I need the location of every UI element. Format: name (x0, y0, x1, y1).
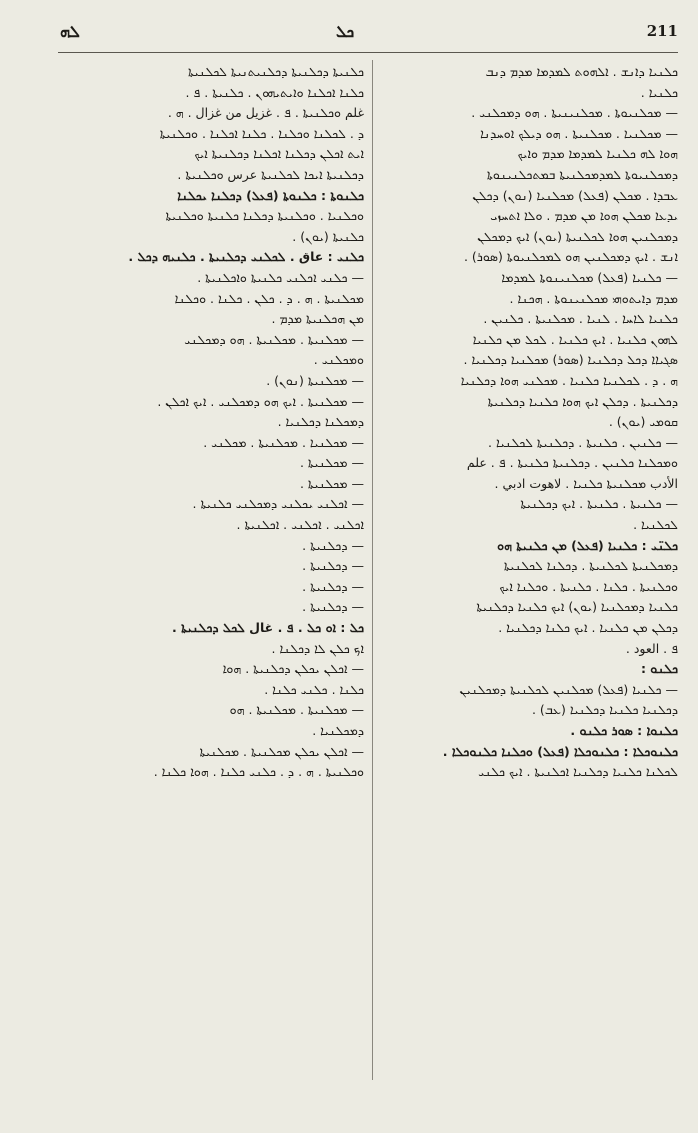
page-number: 211 (646, 22, 678, 40)
entry-headword-line: ܟܠܢܘܐ : ܣܘܪ ܟܠܢܘ . (570, 723, 678, 738)
entry-text-line: ܡܕܡ ܕܐܝܬܘܗܝ ܡܟܠܢܝܢܘܬܐ . ܗܟܢܐ . (509, 290, 678, 306)
entry-text-line: — ܟܠܢܝܬܐ . ܟܠܢܝܬܐ . ܐܝܟ ܕܟܠܢܝܬܐ (520, 496, 678, 512)
entry-text-line: ܟܠܢܝܐ ܕܡܟܠܢܝܐ (ܝܘܢ) ܐܝܟ ܟܠܢܝܐ ܕܟܠܢܝܬܐ (476, 599, 678, 615)
entry-text-line: ܩܘܡܝ (ܝܘܢ) . (608, 414, 678, 430)
entry-headword-line: ܟܠܢܘ : (640, 661, 678, 677)
entry-text-line: — ܡܟܠܢܝܬܐ . ܡܟܠܢܝܬܐ . ܗܘ ܕܡܟܠܢܝ (184, 331, 364, 347)
entry-text-line: — ܟܠܢܝܢ . ܟܠܢܝܬܐ . ܕܟܠܢܝܬܐ ܠܟܠܢܝܐ . (488, 434, 678, 450)
entry-text-line: ܗܘܐ ܠܗ ܟܠܢܝܐ ܠܡܕܡܐ ܡܕܡ ܘܐܝܟ (517, 146, 678, 162)
entry-text-line: ܘܟܠܢܝܬܐ . ܗ . ܕ . ܟܠܢܝ ܟܠܢܐ . ܗܘܐ ܟܠܢܐ . (153, 764, 364, 780)
entry-text-line: — ܕܟܠܢܝܬܐ . (302, 558, 364, 574)
entry-text-line: ܟܠܢܝܬܐ ܕܟܠܢܝܬܐ ܕܟܠܢܝܬܢܝܬܐ ܠܟܠܢܝܬܐ (188, 64, 364, 79)
left-column (58, 62, 364, 1082)
entry-text-line: ܕ . ܠܟܠܢܐ ܘܟܠܢܐ . ܟܠܢܐ ܐܟܠܢܐ . ܘܟܠܢܝܬܐ (159, 125, 364, 141)
entry-text-line: ܗ . ܕ . ܠܟܠܢܝܐ ܟܠܢܝܐ . ܡܟܠܢܝ ܗܘܐ ܕܟܠܢܝܐ (460, 372, 678, 388)
entry-text-line: ܟܠܢܝܐ . (640, 84, 678, 100)
entry-text-line: ܟܠܢܝܐ ܕܐܢܫ . ܐܠܗܘܬ ܠܡܕܡܐ ܡܕܡ ܕܢܒ (485, 64, 678, 79)
entry-text-line: — ܟܠܢܝܐ (ܦܥܠ) ܡܟܠܢܝܢ ܠܟܠܢܝܬܐ ܕܡܟܠܢܝܢ (459, 681, 678, 697)
entry-text-line: — ܕܟܠܢܝܬܐ . (302, 537, 364, 553)
entry-text-line: ܟܠܢܐ . ܟܠܢܝ ܟܠܢܐ . (264, 681, 364, 697)
entry-text-line: ܐܟܠܢܝ . ܐܟܠܢܝ . ܐܟܠܢܝܬܐ . (236, 517, 364, 533)
entry-text-line: ܦ . العود . (625, 640, 678, 656)
entry-text-line: — ܟܠܢܝ ܐܟܠܢܝ ܟܠܢܝܬܐ ܘܐܟܠܢܝܬܐ . (197, 269, 364, 285)
entry-text-line: ܘܡܟܠܢܐ ܟܠܢܝܢ . ܕܟܠܢܝܬܐ ܟܠܢܝܬܐ . ܦ . علم (466, 455, 678, 471)
entry-text-line: ܠܟܠܢܝܐ . (633, 517, 678, 533)
entry-text-line: ܐܝܬ ܐܟܠܢ ܕܟܠܢܐ ܐܟܠܢܐ ܕܟܠܢܝܬܐ ܐܝܟ (194, 146, 364, 162)
entry-text-line: ܟܠܢܝܐ ܠܐܚܐ . ܠܢܝܐ . ܡܟܠܢܝܬܐ . ܟܠܢܝܢ . (483, 311, 678, 327)
section-running-head: ܟܠ (336, 22, 355, 41)
entry-headword-line: ܟܠܢܝ : عاق . ܠܟܠܢܝ ܕܟܠܢܝܬܐ . ܟܠܢܝܗ ܕܟܠ . (128, 249, 364, 265)
entry-headword-line: ܟܠܢܘܬܐ : ܟܠܢܘܬܐ (ܦܥܠ) ܕܟܠܢܐ ܝܟܠܢܐ (177, 187, 364, 203)
entry-text-line: — ܡܟܠܢܝܐ . ܡܟܠܢܝܬܐ . ܡܟܠܢܝ . (203, 434, 364, 450)
entry-headword-line: ܟܠܢ̈ܝ : ܟܠܢܝܐ (ܦܥܠ) ܡܢ ܟܠܢܝܬܐ ܗܘ (497, 537, 678, 553)
right-column (380, 62, 678, 1082)
entry-text-line: — ܕܟܠܢܝܬܐ . (302, 578, 364, 594)
entry-text-line: — ܡܟܠܢܝܬܐ . ܡܟܠܢܝܬܐ . ܗܘ (229, 702, 364, 718)
entry-text-line: — ܡܟܠܢܝܘܬܐ . ܡܟܠܢܝܢܝܬܐ . ܗܘ ܕܡܟܠܢܝ . (471, 105, 678, 121)
entry-text-line: ܐܟ ܟܠܢ ܠܐ ܕܟܠܢܐ . (271, 640, 364, 656)
entry-text-line: ܡܟܠܢܝܬܐ . ܗ . ܕ . ܟܠܢ . ܟܠܢܐ . ܘܟܠܢܐ (174, 290, 364, 306)
entry-text-line: ܕܡܟܠܢܝܬܐ ܠܟܠܢܝܬܐ . ܕܟܠܢܐ ܠܟܠܢܝܬܐ (503, 558, 678, 574)
entry-text-line: — ܐܟܠܢ ܝܟܠܢ ܡܟܠܢܝܬܐ . ܡܟܠܢܝܬܐ (199, 743, 364, 759)
entry-text-line: ܡܢ ܗܟܠܢܝܬܐ ܡܕܡ . (271, 311, 364, 327)
entry-text-line: — ܟܠܢܝܐ (ܦܥܠ) ܡܟܠܢܝܢܘܬܐ ܠܡܕܡܐ (501, 269, 678, 285)
entry-text-line: ܣܓܝܐܐ ܕܟܠ ܕܟܠܢܝܐ (ܣܘܪ) ܡܟܠܢܝܐ ܕܟܠܢܝܐ . (463, 352, 678, 368)
entry-text-line: الأدب ܡܟܠܢܝܬܐ ܟܠܢܝܐ . لاهوت ادبي . (494, 475, 678, 491)
entry-text-line: — ܡܟܠܢܝܐ . ܡܟܠܢܝܬܐ . ܗܘ ܕܝܠܟ ܐܘܚܕܢܐ (480, 125, 678, 141)
entry-text-line: ܕܡܟܠܢܝܢ ܗܘܐ ܠܟܠܢܝܬܐ (ܝܘܢ) ܐܝܟ ܕܡܟܠܢ (477, 228, 678, 244)
entry-text-line: — ܕܟܠܢܝܬܐ . (302, 599, 364, 615)
entry-text-line: — ܡܟܠܢܝܬܐ . (299, 475, 364, 491)
column-divider (372, 60, 373, 1080)
entry-text-line: ܝܕܥܐ ܡܟܠܢ ܗܘܐ ܡܢ ܡܕܡ . ܘܠܐ ܐܬܚܙܝ (490, 208, 678, 224)
entry-headword-line: ܟܠܢܘܟܠܐ : ܟܠܢܘܟܠܐ (ܦܥܠ) ܘܟܠܢܐ ܟܠܢܘܟܠܐ . (442, 743, 678, 759)
entry-text-line: — ܐܟܠܢܝ ܝܟܠܢܝ ܕܡܟܠܢܝ ܟܠܢܝܬܐ . (192, 496, 364, 512)
entry-headword-line: ܟܠ : ܐܘ ܟܠ . ܦ . غال ܠܟܠ ܕܟܠܢܝܬܐ . (172, 620, 364, 636)
entry-text-line: ܕܡܟܠܢܐ ܕܟܠܢܝܐ . (277, 414, 364, 430)
entry-text-line: ܕܟܠܢܝܬܐ ܐܝܟܐ ܠܟܠܢܝܬܐ عرس ܘܟܠܢܝܬܐ . (177, 166, 364, 182)
entry-text-line: ܕܡܟܠܢܝܘܬܐ ܠܡܕܡܟܠܢܝܬܐ ܒܡܬܟܠܢܝܢܘܬܐ (486, 166, 678, 182)
entry-text-line: ܕܟܠܢ ܡܢ ܟܠܢܝܐ . ܐܝܟ ܟܠܢܐ ܕܟܠܢܝܐ . (498, 620, 678, 636)
entry-text-line: — ܡܟܠܢܝܬܐ . (299, 455, 364, 471)
entry-text-line: ܕܡܟܠܢܝܐ . (312, 723, 364, 738)
entry-text-line: ܘܟܠܢܝܐ . ܘܟܠܢܝܬܐ ܕܟܠܢܐ ܟܠܢܝܬܐ ܘܟܠܢܝܬܐ (165, 208, 364, 224)
entry-text-line: ܕܟܠܢܝܐ ܟܠܢܝܐ ܕܟܠܢܝܐ (ܥܒ) . (531, 702, 678, 718)
entry-text-line: ܟܠܢܝܬܐ (ܝܘܢ) . (292, 228, 364, 244)
entry-text-line: ܘܡܟܠܢܝ . (313, 352, 364, 368)
entry-text-line: — ܡܟܠܢܝܬܐ (ܢܘܢ) . (266, 372, 364, 388)
entry-text-line: — ܡܟܠܢܝܬܐ . ܐܝܟ ܗܘ ܕܡܟܠܢܝ . ܐܝܟ ܐܟܠܢ . (157, 393, 364, 409)
left-running-head: ܠܗ (60, 22, 80, 41)
entry-text-line: ܠܗܘܢ ܟܠܢܝܐ . ܐܝܟ ܟܠܢܝܐ . ܠܟܠ ܡܢ ܟܠܢܝܐ (472, 331, 678, 347)
entry-text-line: ܘܟܠܢܝܬܐ . ܟܠܢܐ . ܟܠܢܝܬܐ . ܘܟܠܢܐ ܐܝܟ (499, 578, 678, 594)
header-rule (58, 52, 678, 53)
entry-text-line: غلم ܘܟܠܢܝܬܐ . ܦ . غزيل من غزال . ܗ . (167, 105, 364, 121)
entry-text-line: ܕܟܠܢܝܬܐ . ܕܟܠܢ ܐܝܟ ܗܘܐ ܟܠܢܝܐ ܕܟܠܢܝܬܐ (487, 393, 678, 409)
entry-text-line: ܥܒܕܐ . ܡܟܠܢ (ܦܥܠ) ܡܟܠܢܝܐ (ܢܘܢ) ܕܟܠܢ (472, 187, 678, 203)
entry-text-line: — ܐܟܠܢ ܝܟܠܢ ܕܟܠܢܝܬܐ . ܗܘܐ (222, 661, 364, 677)
entry-text-line: ܠܟܠܢܐ ܟܠܢܝܐ ܕܟܠܢܝܐ ܐܟܠܢܝܬܐ . ܐܝܟ ܟܠܢܝ (478, 764, 678, 780)
entry-text-line: ܐܢܫ . ܐܝܟ ܕܡܟܠܢܝܢ ܗܘ ܠܡܟܠܢܝܘܬܐ (ܣܘܪ) . (463, 249, 678, 265)
entry-text-line: ܟܠܢܐ ܐܟܠܢܐ ܘܐܝܬܝܗܘܢ . ܟܠܢܝܬܐ . ܦ . (185, 84, 364, 100)
